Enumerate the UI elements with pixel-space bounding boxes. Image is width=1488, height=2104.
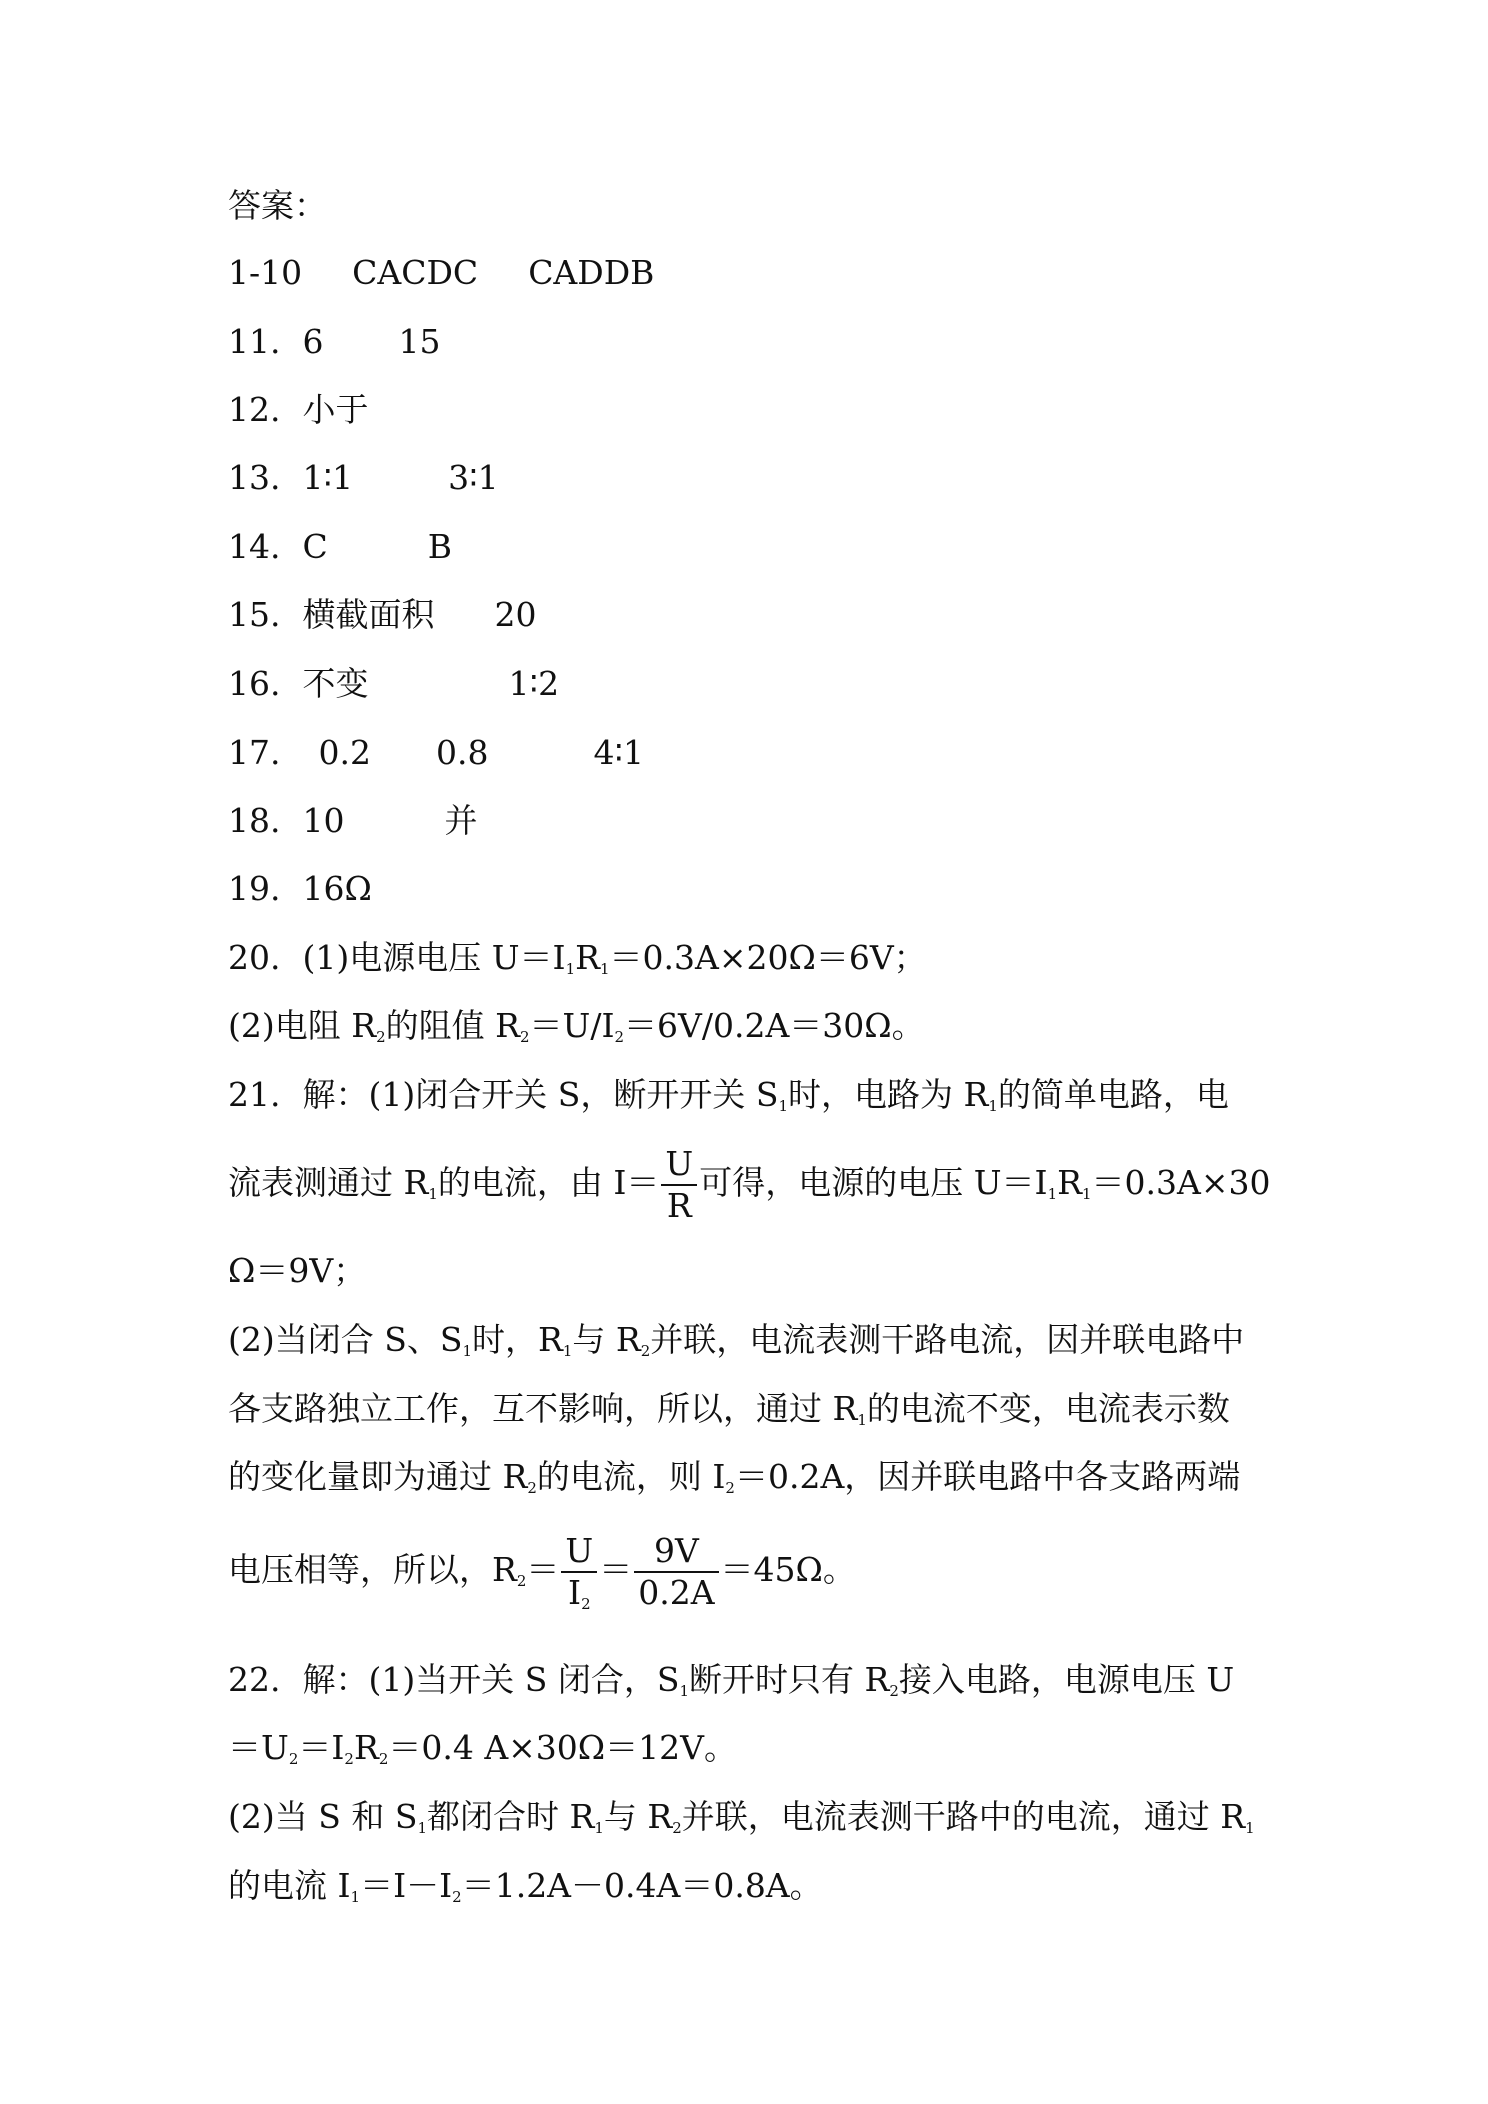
fraction-denominator: 0.2A — [638, 1573, 715, 1612]
text: 的简单电路，电 — [997, 1075, 1229, 1114]
answer-value: 20 — [494, 595, 537, 634]
subscript: 2 — [672, 1819, 682, 1837]
fraction-9v-over-0.2a — [634, 1532, 718, 1612]
answer-value: 15 — [398, 322, 441, 361]
answer-value: 1∶2 — [508, 664, 560, 703]
text: 流表测通过 R — [228, 1163, 429, 1202]
answer-line-1-10 — [228, 253, 654, 293]
q21-line-5 — [228, 1389, 1230, 1429]
text: ＝45Ω。 — [720, 1550, 856, 1589]
answer-line-18 — [228, 801, 477, 841]
text: 的电流，则 I — [536, 1457, 726, 1496]
text: 时，电路为 R — [787, 1075, 989, 1114]
question-number: 21. — [228, 1075, 281, 1114]
text: 时，R — [472, 1320, 563, 1359]
answer-line-12 — [228, 390, 368, 430]
text: 都闭合时 R — [426, 1797, 595, 1836]
subscript: 1 — [350, 1888, 361, 1906]
text: ＝0.2A，因并联电路中各支路两端 — [734, 1457, 1241, 1496]
question-number: 1-10 — [228, 253, 303, 292]
q21-line-4 — [228, 1320, 1244, 1360]
subscript: 1 — [599, 960, 610, 978]
answer-value: 3∶1 — [448, 458, 499, 497]
q20-line-1 — [228, 938, 927, 978]
text: R — [353, 1728, 379, 1767]
text: 与 R — [603, 1797, 673, 1836]
answer-value: 0.2 — [318, 733, 371, 772]
subscript: 2 — [378, 1750, 389, 1768]
answer-value: 横截面积 — [302, 595, 435, 634]
text: ＝U — [228, 1728, 289, 1767]
text: 并联，电流表测干路电流，因并联电路中 — [650, 1320, 1245, 1359]
subscript: 1 — [562, 1342, 573, 1360]
subscript: 2 — [519, 1028, 530, 1046]
q22-line-1 — [228, 1660, 1234, 1700]
subscript: 2 — [640, 1342, 651, 1360]
question-number: 12. — [228, 390, 281, 429]
subscript: 1 — [1047, 1185, 1058, 1203]
answer-value: C — [302, 527, 328, 566]
text: ＝ — [599, 1550, 633, 1589]
answer-line-16 — [228, 664, 559, 704]
q21-line-3: Ω＝9V； — [228, 1251, 367, 1290]
text: ＝0.3A×20Ω＝6V； — [609, 938, 927, 977]
text: 并联，电流表测干路中的电流，通过 R — [681, 1797, 1246, 1836]
fraction-denominator: R — [666, 1186, 692, 1225]
q21-line-6 — [228, 1457, 1240, 1497]
fraction-denominator — [561, 1574, 597, 1612]
text: 可得，电源的电压 U＝I — [699, 1163, 1048, 1202]
answer-value: 6 — [302, 322, 324, 361]
text: 的阻值 R — [385, 1006, 520, 1045]
subscript: 2 — [288, 1750, 299, 1768]
subscript: 1 — [462, 1342, 472, 1360]
text: ＝0.3A×30 — [1091, 1163, 1271, 1202]
subscript: 1 — [594, 1819, 604, 1837]
answer-value: 16Ω — [302, 869, 372, 908]
question-number: 11. — [228, 322, 281, 361]
answer-value: 并 — [444, 801, 478, 840]
subscript: 1 — [428, 1185, 438, 1203]
question-number: 14. — [228, 527, 281, 566]
answer-value: 10 — [302, 801, 345, 840]
q20-line-2 — [228, 1006, 925, 1046]
answer-value: 4∶1 — [593, 733, 645, 772]
text: (2)当闭合 S、S — [228, 1320, 463, 1359]
subscript: 1 — [1081, 1185, 1092, 1203]
subscript: 1 — [857, 1411, 867, 1429]
subscript: 2 — [889, 1682, 899, 1700]
q22-line-4 — [228, 1866, 823, 1906]
question-number: 13. — [228, 458, 281, 497]
subscript: 2 — [376, 1028, 386, 1046]
text: 电压相等，所以，R — [228, 1550, 517, 1589]
text: 的电流，由 I＝ — [437, 1163, 660, 1202]
answer-line-13 — [228, 458, 499, 498]
fraction-numerator: U — [565, 1531, 594, 1570]
answer-line-11 — [228, 322, 440, 362]
subscript: 2 — [516, 1572, 527, 1590]
answer-value: CADDB — [528, 253, 655, 292]
text: 接入电路，电源电压 U — [898, 1660, 1235, 1699]
text: ＝6V/0.2A＝30Ω。 — [624, 1006, 925, 1045]
q21-line-2 — [228, 1143, 1271, 1225]
text: 解：(1)闭合开关 S，断开开关 S — [302, 1075, 779, 1114]
fraction-numerator: U — [665, 1144, 694, 1183]
fraction-u-over-r — [661, 1145, 697, 1225]
text: R — [1057, 1163, 1082, 1202]
question-number: 15. — [228, 595, 281, 634]
subscript: 2 — [614, 1028, 625, 1046]
subscript: 1 — [565, 960, 576, 978]
question-number: 18. — [228, 801, 281, 840]
answer-value: 1∶1 — [302, 458, 354, 497]
text: (2)当 S 和 S — [228, 1797, 418, 1836]
subscript: 2 — [527, 1479, 537, 1497]
text: ＝ — [526, 1550, 560, 1589]
subscript: 1 — [988, 1097, 998, 1115]
text: 与 R — [572, 1320, 641, 1359]
answer-line-19 — [228, 869, 372, 909]
q22-line-3 — [228, 1797, 1255, 1837]
question-number: 19. — [228, 869, 281, 908]
subscript: 1 — [1245, 1819, 1255, 1837]
text: 的电流不变，电流表示数 — [866, 1389, 1230, 1428]
answer-line-17 — [228, 733, 644, 773]
subscript: 1 — [417, 1819, 427, 1837]
answer-heading: 答案： — [228, 186, 327, 225]
answer-line-14 — [228, 527, 452, 567]
q21-line-1 — [228, 1075, 1229, 1115]
subscript: 2 — [725, 1479, 735, 1497]
subscript: 2 — [581, 1595, 591, 1613]
subscript: 2 — [344, 1750, 354, 1768]
subscript: 2 — [452, 1888, 462, 1906]
text: ＝U/I — [529, 1006, 615, 1045]
text: 解：(1)当开关 S 闭合，S — [302, 1660, 680, 1699]
q22-line-2 — [228, 1728, 737, 1768]
answer-line-15 — [228, 595, 536, 635]
question-number: 17. — [228, 733, 281, 772]
text: 各支路独立工作，互不影响，所以，通过 R — [228, 1389, 858, 1428]
text: ＝I－I — [360, 1866, 453, 1905]
text: ＝0.4 A×30Ω＝12V。 — [388, 1728, 737, 1767]
text: (2)电阻 R — [228, 1006, 377, 1045]
fraction-u-over-i2 — [561, 1532, 597, 1612]
text: I — [568, 1573, 582, 1612]
answer-value: CACDC — [352, 253, 479, 292]
text: ＝I — [298, 1728, 345, 1767]
question-number: 22. — [228, 1660, 281, 1699]
text: 的电流 I — [228, 1866, 351, 1905]
text: ＝1.2A－0.4A＝0.8A。 — [461, 1866, 823, 1905]
text: R — [575, 938, 600, 977]
subscript: 1 — [778, 1097, 788, 1115]
text: 断开时只有 R — [688, 1660, 890, 1699]
q21-line-7 — [228, 1530, 856, 1612]
question-number: 16. — [228, 664, 281, 703]
question-number: 20. — [228, 938, 281, 977]
answer-value: 0.8 — [435, 733, 489, 772]
answer-value: 不变 — [302, 664, 369, 703]
answer-value: B — [427, 527, 452, 566]
subscript: 1 — [679, 1682, 689, 1700]
text: (1)电源电压 U＝I — [302, 938, 566, 977]
fraction-numerator: 9V — [653, 1531, 699, 1570]
text: 的变化量即为通过 R — [228, 1457, 528, 1496]
answer-value: 小于 — [302, 390, 369, 429]
